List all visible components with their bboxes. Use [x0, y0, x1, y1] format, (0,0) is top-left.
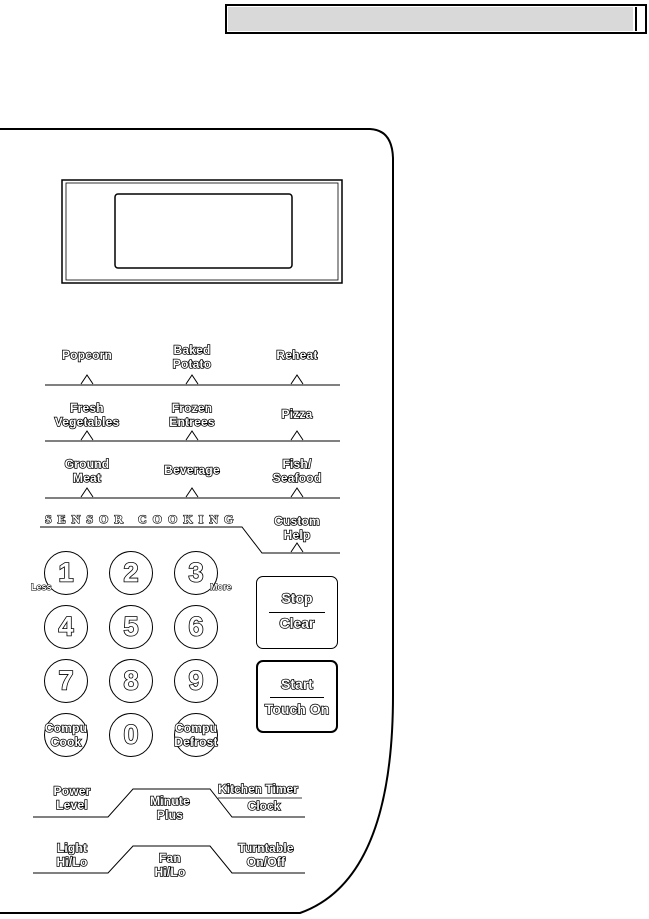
key-light[interactable]: Light Hi/Lo — [56, 841, 88, 869]
key-pizza[interactable]: Pizza — [281, 407, 313, 421]
key-fish-seafood[interactable]: Fish/ Seafood — [272, 457, 322, 485]
key-ground-meat[interactable]: Ground Meat — [64, 457, 110, 485]
key-popcorn[interactable]: Popcorn — [61, 348, 113, 362]
key-fresh-vegetables[interactable]: Fresh Vegetables — [54, 401, 120, 429]
digit-label: 2 — [123, 557, 139, 588]
start-label: Start — [281, 676, 313, 692]
triangle-icon — [186, 488, 198, 497]
digit-8-button[interactable] — [109, 659, 153, 703]
touch-on-label: Touch On — [264, 701, 330, 717]
digit-label: 0 — [123, 719, 139, 750]
digit-label: 1 — [58, 557, 74, 588]
key-clock[interactable]: Clock — [247, 799, 281, 813]
digit-label: 3 — [188, 557, 204, 588]
clear-label: Clear — [279, 615, 315, 631]
digit-label: 4 — [58, 611, 74, 642]
key-frozen-entrees[interactable]: Frozen Entrees — [169, 401, 215, 429]
triangle-icon — [291, 375, 303, 384]
stop-clear-button[interactable] — [256, 576, 338, 649]
triangle-icon — [291, 431, 303, 440]
key-kitchen-timer[interactable]: Kitchen Timer — [218, 782, 298, 796]
key-baked-potato[interactable]: Baked Potato — [172, 343, 212, 371]
triangle-icon — [186, 375, 198, 384]
display-frame-inner — [66, 183, 338, 280]
sensor-cooking-label: SENSOR COOKING — [45, 512, 240, 526]
stop-label: Stop — [281, 590, 313, 606]
digit-5-button[interactable] — [109, 605, 153, 649]
digit-6-button[interactable] — [174, 605, 218, 649]
key-beverage[interactable]: Beverage — [164, 463, 220, 477]
key-power-level[interactable]: Power Level — [53, 784, 91, 812]
triangle-icon — [81, 431, 93, 440]
digit-label: 5 — [123, 611, 139, 642]
digit-9-button[interactable] — [174, 659, 218, 703]
compu-defrost-label: Compu Defrost — [174, 721, 218, 749]
digit-label: 9 — [188, 665, 204, 696]
start-touch-divider — [270, 697, 324, 698]
triangle-icon — [81, 375, 93, 384]
digit-7-button[interactable] — [44, 659, 88, 703]
key-fan[interactable]: Fan Hi/Lo — [154, 851, 186, 879]
less-label: Less — [31, 582, 52, 592]
key-minute-plus[interactable]: Minute Plus — [150, 794, 190, 822]
triangle-icon — [81, 488, 93, 497]
triangle-icon — [291, 543, 303, 552]
key-turntable[interactable]: Turntable On/Off — [238, 841, 294, 869]
digit-label: 6 — [188, 611, 204, 642]
start-touch-on-button[interactable] — [256, 660, 338, 733]
digit-2-button[interactable] — [109, 551, 153, 595]
more-label: More — [210, 582, 232, 592]
triangle-icon — [186, 431, 198, 440]
compu-cook-label: Compu Cook — [44, 721, 88, 749]
key-reheat[interactable]: Reheat — [276, 348, 318, 362]
display-screen — [115, 194, 292, 268]
digit-label: 7 — [58, 665, 74, 696]
key-custom-help[interactable]: Custom Help — [274, 514, 320, 542]
digit-0-button[interactable] — [109, 713, 153, 757]
triangle-icon — [291, 488, 303, 497]
digit-label: 8 — [123, 665, 139, 696]
digit-4-button[interactable] — [44, 605, 88, 649]
stop-clear-divider — [269, 612, 325, 613]
